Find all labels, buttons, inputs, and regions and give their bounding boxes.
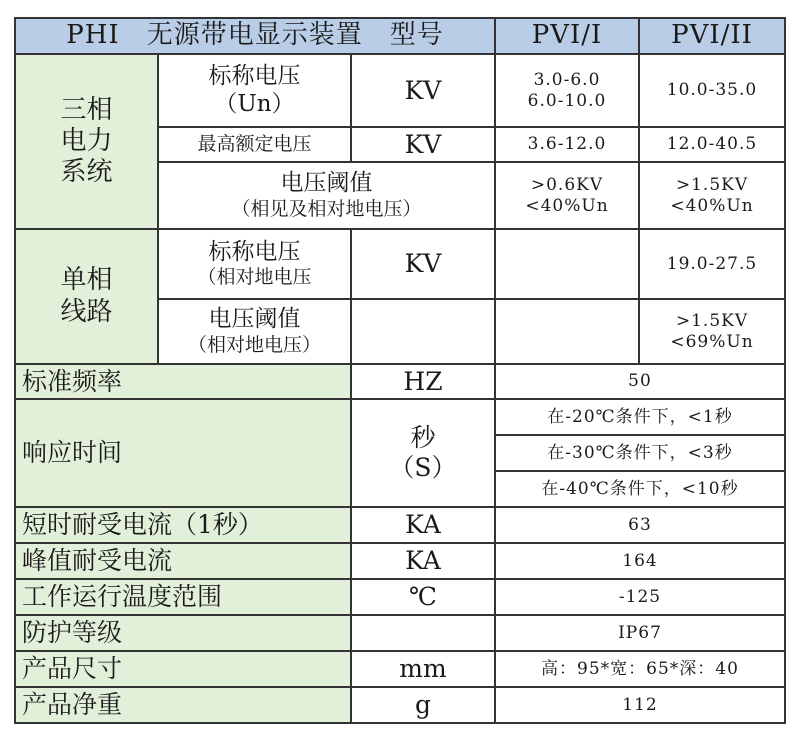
- protection-unit: [351, 615, 495, 651]
- temperature-label: 工作运行温度范围: [15, 579, 351, 615]
- header-pvi-1: PVI/I: [495, 18, 639, 54]
- temperature-value: -125: [495, 579, 785, 615]
- three-phase-threshold-pvi2: [639, 162, 785, 229]
- peak-current-label: 峰值耐受电流: [15, 543, 351, 579]
- response-time-value: 在-30℃条件下，<3秒: [495, 435, 785, 471]
- header-row: [15, 18, 785, 54]
- value-line: >0.6KV: [530, 175, 604, 196]
- value-line: 6.0-10.0: [527, 90, 607, 111]
- single-nominal-line2: （相对地电压: [197, 266, 312, 289]
- single-nominal-voltage-pvi2: 19.0-27.5: [639, 229, 785, 299]
- three-phase-threshold-label: [158, 162, 495, 229]
- value-line: <40%Un: [670, 195, 754, 216]
- max-rated-voltage-pvi1: 3.6-12.0: [495, 127, 639, 162]
- size-row: [15, 651, 785, 687]
- response-row: [15, 399, 785, 435]
- single-nominal-voltage-label: [158, 229, 351, 299]
- temperature-row: [15, 579, 785, 615]
- header-model-label: PHI 无源带电显示装置 型号: [15, 18, 495, 54]
- three-phase-group-label: [15, 54, 158, 229]
- response-time-unit: [351, 399, 495, 507]
- spec-table: [14, 17, 786, 724]
- peak-current-value: 164: [495, 543, 785, 579]
- max-rated-voltage-label: 最高额定电压: [158, 127, 351, 162]
- size-unit: mm: [351, 651, 495, 687]
- value-line: >1.5KV: [675, 311, 749, 332]
- value-line: <40%Un: [525, 195, 609, 216]
- short-current-row: [15, 507, 785, 543]
- single-nominal-voltage-unit: KV: [351, 229, 495, 299]
- frequency-unit: HZ: [351, 364, 495, 399]
- single-threshold-unit: [351, 299, 495, 364]
- single-phase-nominal-row: [15, 229, 785, 299]
- short-current-value: 63: [495, 507, 785, 543]
- size-label: 产品尺寸: [15, 651, 351, 687]
- single-threshold-line1: 电压阈值: [208, 306, 301, 333]
- value-line: 3.0-6.0: [533, 70, 601, 91]
- max-rated-voltage-unit: KV: [351, 127, 495, 162]
- max-rated-voltage-pvi2: 12.0-40.5: [639, 127, 785, 162]
- weight-label: 产品净重: [15, 687, 351, 723]
- weight-row: [15, 687, 785, 723]
- single-phase-group-line: 线路: [60, 296, 113, 327]
- frequency-label: 标准频率: [15, 364, 351, 399]
- three-phase-group-line: 三相: [60, 94, 113, 125]
- threshold-line1: 电压阈值: [280, 170, 373, 197]
- nominal-voltage-pvi2: 10.0-35.0: [639, 54, 785, 127]
- value-line: <69%Un: [670, 331, 754, 352]
- header-pvi-2: PVI/II: [639, 18, 785, 54]
- nominal-voltage-pvi1: [495, 54, 639, 127]
- response-time-label: 响应时间: [15, 399, 351, 507]
- protection-value: IP67: [495, 615, 785, 651]
- single-phase-group-line: 单相: [60, 265, 113, 296]
- response-time-value: 在-40℃条件下，<10秒: [495, 471, 785, 507]
- response-unit-line2: （S）: [389, 453, 457, 482]
- weight-value: 112: [495, 687, 785, 723]
- short-current-label: 短时耐受电流（1秒）: [15, 507, 351, 543]
- peak-current-row: [15, 543, 785, 579]
- response-time-value: 在-20℃条件下，<1秒: [495, 399, 785, 435]
- three-phase-nominal-row: [15, 54, 785, 127]
- nominal-voltage-label: [158, 54, 351, 127]
- peak-current-unit: KA: [351, 543, 495, 579]
- single-threshold-line2: （相对地电压）: [187, 333, 321, 356]
- single-nominal-voltage-pvi1: [495, 229, 639, 299]
- three-phase-threshold-pvi1: [495, 162, 639, 229]
- protection-row: [15, 615, 785, 651]
- temperature-unit: ℃: [351, 579, 495, 615]
- single-threshold-label: [158, 299, 351, 364]
- three-phase-group-line: 系统: [60, 157, 113, 188]
- three-phase-group-line: 电力: [60, 125, 113, 156]
- nominal-voltage-line1: 标称电压: [208, 62, 301, 89]
- response-unit-line1: 秒: [410, 423, 436, 452]
- value-line: >1.5KV: [675, 175, 749, 196]
- weight-unit: g: [351, 687, 495, 723]
- frequency-row: [15, 364, 785, 399]
- nominal-voltage-line2: （Un）: [214, 90, 295, 117]
- single-threshold-pvi2: [639, 299, 785, 364]
- nominal-voltage-unit: KV: [351, 54, 495, 127]
- protection-label: 防护等级: [15, 615, 351, 651]
- single-threshold-pvi1: [495, 299, 639, 364]
- single-phase-group-label: [15, 229, 158, 364]
- threshold-line2: （相见及相对地电压）: [231, 197, 422, 220]
- size-value: 高：95*宽：65*深：40: [495, 651, 785, 687]
- single-nominal-line1: 标称电压: [208, 238, 301, 265]
- frequency-value: 50: [495, 364, 785, 399]
- short-current-unit: KA: [351, 507, 495, 543]
